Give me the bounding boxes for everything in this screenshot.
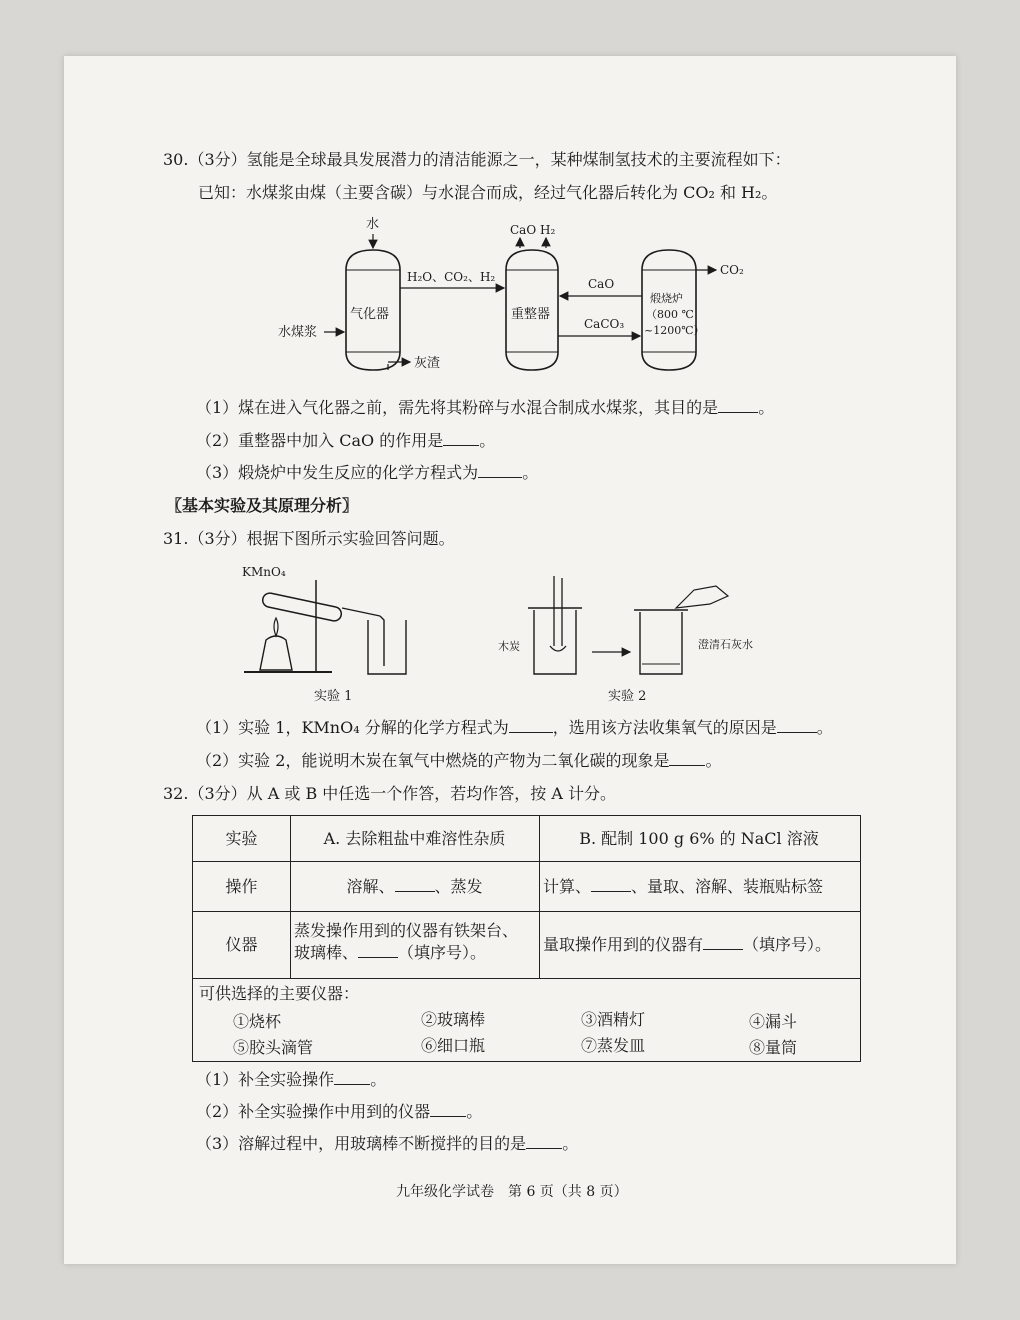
furnace-label-3: ~1200℃）: [644, 324, 705, 337]
row-label-operation: 操作: [225, 877, 258, 896]
reformer-top-label: CaO H₂: [510, 223, 556, 237]
q31-sub1: （1）实验 1，KMnO₄ 分解的化学方程式为 ，选用该方法收集氧气的原因是 。: [196, 718, 833, 737]
table-header-a: A. 去除粗盐中难溶性杂质: [323, 829, 506, 848]
q31-sub2: （2）实验 2，能说明木炭在氧气中燃烧的产物为二氧化碳的现象是 。: [196, 751, 722, 770]
choice-item: ①烧杯: [233, 1012, 282, 1031]
furnace-label-2: （800 ℃: [646, 308, 694, 321]
choice-item: ⑦蒸发皿: [581, 1036, 646, 1055]
q30-title: 30.（3分）氢能是全球最具发展潜力的清洁能源之一，某种煤制氢技术的主要流程如下：: [163, 150, 791, 169]
q30-sub2: （2）重整器中加入 CaO 的作用是 。: [196, 431, 496, 450]
bottle-1: [534, 610, 576, 674]
answer-blank[interactable]: [509, 718, 553, 733]
alcohol-lamp: [260, 636, 292, 670]
answer-blank[interactable]: [777, 718, 817, 733]
answer-blank[interactable]: [430, 1102, 466, 1117]
exp2-label: 实验 2: [608, 689, 647, 704]
cell-a-instruments: 蒸发操作用到的仪器有铁架台、 玻璃棒、 （填序号）。: [294, 921, 519, 962]
kmno4-label: KMnO₄: [242, 565, 286, 579]
cell-a-operation: 溶解、 、蒸发: [346, 877, 483, 896]
choice-item: ④漏斗: [749, 1012, 798, 1031]
q32-sub1: （1）补全实验操作 。: [196, 1070, 387, 1089]
answer-blank[interactable]: [591, 877, 631, 892]
furnace-label-1: 煅烧炉: [650, 292, 683, 305]
answer-blank[interactable]: [718, 398, 758, 413]
gasifier-label: 气化器: [350, 307, 390, 322]
cao-label: CaO: [588, 277, 615, 291]
q32-sub3: （3）溶解过程中，用玻璃棒不断搅拌的目的是 。: [196, 1134, 579, 1153]
flow-gases-label: H₂O、CO₂、H₂: [407, 270, 496, 284]
section-heading: 〖基本实验及其原理分析〗: [166, 496, 359, 515]
q32-sub2: （2）补全实验操作中用到的仪器 。: [196, 1102, 483, 1121]
answer-blank[interactable]: [395, 877, 435, 892]
row-label-instruments: 仪器: [225, 935, 258, 954]
q31-title: 31.（3分）根据下图所示实验回答问题。: [163, 529, 455, 548]
water-label: 水: [366, 217, 380, 232]
ash-label: 灰渣: [414, 356, 441, 371]
answer-blank[interactable]: [334, 1070, 370, 1085]
answer-blank[interactable]: [358, 943, 398, 958]
charcoal-spoon: [550, 576, 566, 651]
choice-item: ⑤胶头滴管: [233, 1038, 314, 1057]
reformer-label: 重整器: [511, 307, 551, 322]
choice-item: ⑧量筒: [749, 1038, 798, 1057]
charcoal-label: 木炭: [498, 640, 520, 653]
slurry-label: 水煤浆: [278, 325, 318, 340]
cell-b-operation: 计算、 、量取、溶解、装瓶贴标签: [543, 877, 824, 896]
answer-blank[interactable]: [478, 463, 522, 478]
caco3-label: CaCO₃: [584, 317, 625, 331]
answer-blank[interactable]: [443, 431, 479, 446]
answer-blank[interactable]: [669, 751, 705, 766]
cell-b-instruments: 量取操作用到的仪器有 （填序号）。: [543, 935, 832, 954]
q31-apparatus-diagram: [236, 560, 796, 710]
hand-pour: [676, 586, 728, 608]
test-tube: [261, 592, 342, 622]
bottle-2: [640, 612, 682, 674]
choice-item: ②玻璃棒: [421, 1010, 486, 1029]
answer-blank[interactable]: [526, 1134, 562, 1149]
answer-blank[interactable]: [703, 935, 743, 950]
gas-bottle: [368, 620, 406, 674]
q30-flow-diagram: [270, 212, 790, 382]
co2-out-label: CO₂: [720, 263, 744, 277]
choices-title: 可供选择的主要仪器：: [199, 984, 360, 1003]
page-footer: 九年级化学试卷 第 6 页（共 8 页）: [396, 1184, 628, 1200]
q30-known: 已知：水煤浆由煤（主要含碳）与水混合而成，经过气化器后转化为 CO₂ 和 H₂。: [198, 183, 778, 202]
q32-table: [192, 815, 861, 1062]
exp1-label: 实验 1: [314, 689, 353, 704]
choice-item: ③酒精灯: [581, 1010, 646, 1029]
q30-sub3: （3）煅烧炉中发生反应的化学方程式为 。: [196, 463, 539, 482]
q30-sub1: （1）煤在进入气化器之前，需先将其粉碎与水混合制成水煤浆，其目的是 。: [196, 398, 775, 417]
limewater-label: 澄清石灰水: [698, 638, 753, 651]
table-header-experiment: 实验: [225, 829, 258, 848]
q32-title: 32.（3分）从 A 或 B 中任选一个作答，若均作答，按 A 计分。: [163, 784, 617, 803]
choice-item: ⑥细口瓶: [421, 1036, 486, 1055]
table-header-b: B. 配制 100 g 6% 的 NaCl 溶液: [579, 829, 819, 848]
